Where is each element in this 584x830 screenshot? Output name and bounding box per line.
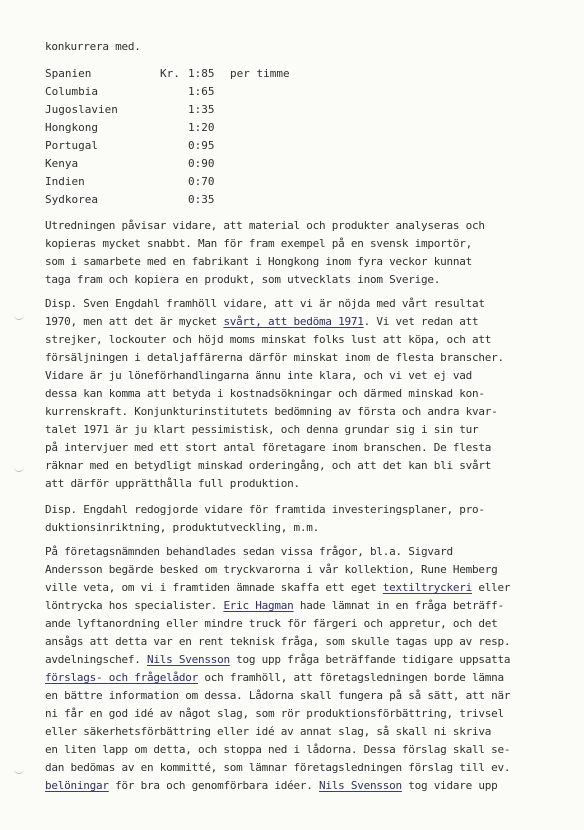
margin-mark	[14, 313, 24, 320]
text-line: räknar med en betydligt minskad orderingång, och att det kan bli svårt	[45, 459, 492, 472]
text-line	[45, 581, 510, 594]
text-line: en bättre information om dessa. Lådorna skall fungera på så sätt, att när	[45, 689, 511, 702]
text-line: talet 1971 är ju klart pessimistisk, och denna grundar sig i sin tur	[45, 423, 479, 436]
text-line: taga fram och kopiera en produkt, som utvecklats inom Sverige.	[45, 273, 441, 286]
text-segment: för bra och genomförbara idéer.	[108, 779, 313, 792]
country-label: Spanien	[45, 67, 92, 80]
text-line: försäljningen i detaljaffärerna därför minskat inom de flesta branscher.	[45, 351, 504, 364]
price-value: 1:20	[188, 121, 215, 134]
text-line: på intervjuer med ett stort antal företagare inom branschen. De flesta	[45, 441, 492, 454]
text-line	[45, 653, 510, 666]
text-line: Disp. Sven Engdahl framhöll vidare, att vi är nöjda med vårt resultat	[45, 297, 485, 310]
underlined-phrase: svårt, att bedöma 1971	[223, 315, 364, 328]
text-line: en liten lapp om detta, och stoppa ned i lådorna. Dessa förslag skall se-	[45, 743, 511, 756]
text-line: Vidare är ju löneförhandlingarna ännu inte klara, och vi vet ej vad	[45, 369, 472, 382]
text-line: strejker, lockouter och höjd moms minskat folks lust att köpa, och att	[45, 333, 492, 346]
country-label: Kenya	[45, 157, 79, 170]
text-line: ni får en god idé av något slag, som rör produktionsförbättring, trivsel	[45, 707, 504, 720]
text-segment: . Vi vet redan att	[363, 315, 479, 328]
price-value: 0:35	[188, 193, 215, 206]
price-value: 1:35	[188, 103, 215, 116]
text-segment: 1970, men att det är mycket	[45, 315, 224, 328]
country-label: Hongkong	[45, 121, 98, 134]
text-line: kurrenskraft. Konjunkturinstitutets bedömning av första och andra kvar-	[45, 405, 498, 418]
price-value: 0:90	[188, 157, 215, 170]
text-segment: och framhöll, att företagsledningen borde lämna	[197, 671, 504, 684]
text-line	[45, 671, 504, 684]
underlined-name: Nils Svensson	[146, 653, 230, 666]
text-line: ansågs att detta var en rent teknisk fråga, som skulle tagas upp av resp.	[45, 635, 511, 648]
text-segment: tog vidare upp	[401, 779, 498, 792]
country-label: Jugoslavien	[45, 103, 118, 116]
text-line: kopieras mycket snabbt. Man för fram exempel på en svensk importör,	[45, 237, 472, 250]
currency-prefix: Kr.	[160, 67, 180, 80]
country-label: Portugal	[45, 139, 98, 152]
underlined-phrase: textiltryckeri	[382, 581, 472, 594]
underlined-name: Eric Hagman	[223, 599, 294, 612]
text-segment: ville veta, om vi i framtiden ämnade skaffa ett eget	[45, 581, 383, 594]
country-label: Indien	[45, 175, 85, 188]
text-line: att därför upprätthålla full produktion.	[45, 477, 300, 490]
text-line: dan bedömas av en kommitté, som lämnar företagsledningen förslag till ev.	[45, 761, 511, 774]
text-line: Disp. Engdahl redogjorde vidare för framtida investeringsplaner, pro-	[45, 503, 485, 516]
text-segment: avdelningschef.	[45, 653, 147, 666]
underlined-phrase: belöningar	[45, 779, 109, 792]
text-segment: eller	[471, 581, 511, 594]
text-line: Andersson begärde besked om tryckvarorna i vår kollektion, Rune Hemberg	[45, 563, 498, 576]
text-line: som i samarbete med en fabrikant i Hongkong inom fyra veckor kunnat	[45, 255, 472, 268]
intro-line: konkurrera med.	[45, 40, 141, 53]
text-line: eller säkerhetsförbättring eller idé av annat slag, så skall ni skriva	[45, 725, 492, 738]
text-line: duktionsinriktning, produktutveckling, m.m.	[45, 521, 320, 534]
country-label: Columbia	[45, 85, 98, 98]
text-segment: tog upp fråga beträffande tidigare uppsatta	[229, 653, 511, 666]
text-line: På företagsnämnden behandlades sedan vissa frågor, bl.a. Sigvard	[45, 545, 453, 558]
country-label: Sydkorea	[45, 193, 98, 206]
text-line	[45, 315, 478, 328]
margin-mark	[14, 767, 24, 774]
text-line: ande lyftanordning eller mindre truck för färgeri och appretur, och det	[45, 617, 498, 630]
price-unit: per timme	[230, 67, 290, 80]
price-value: 0:70	[188, 175, 215, 188]
text-line	[45, 599, 504, 612]
price-value: 0:95	[188, 139, 215, 152]
text-line	[45, 779, 497, 792]
underlined-name: Nils Svensson	[319, 779, 402, 792]
text-line: dessa kan komma att betyda i kostnadsökningar och därmed minskad kon-	[45, 387, 485, 400]
text-line: Utredningen påvisar vidare, att material och produkter analyseras och	[45, 219, 485, 232]
text-segment: löntrycka hos specialister.	[45, 599, 218, 612]
price-value: 1:65	[188, 85, 215, 98]
price-value: 1:85	[188, 67, 215, 80]
text-segment: hade lämnat in en fråga beträff-	[293, 599, 504, 612]
underlined-phrase: förslags- och frågelådor	[45, 671, 198, 684]
margin-mark	[14, 465, 24, 472]
